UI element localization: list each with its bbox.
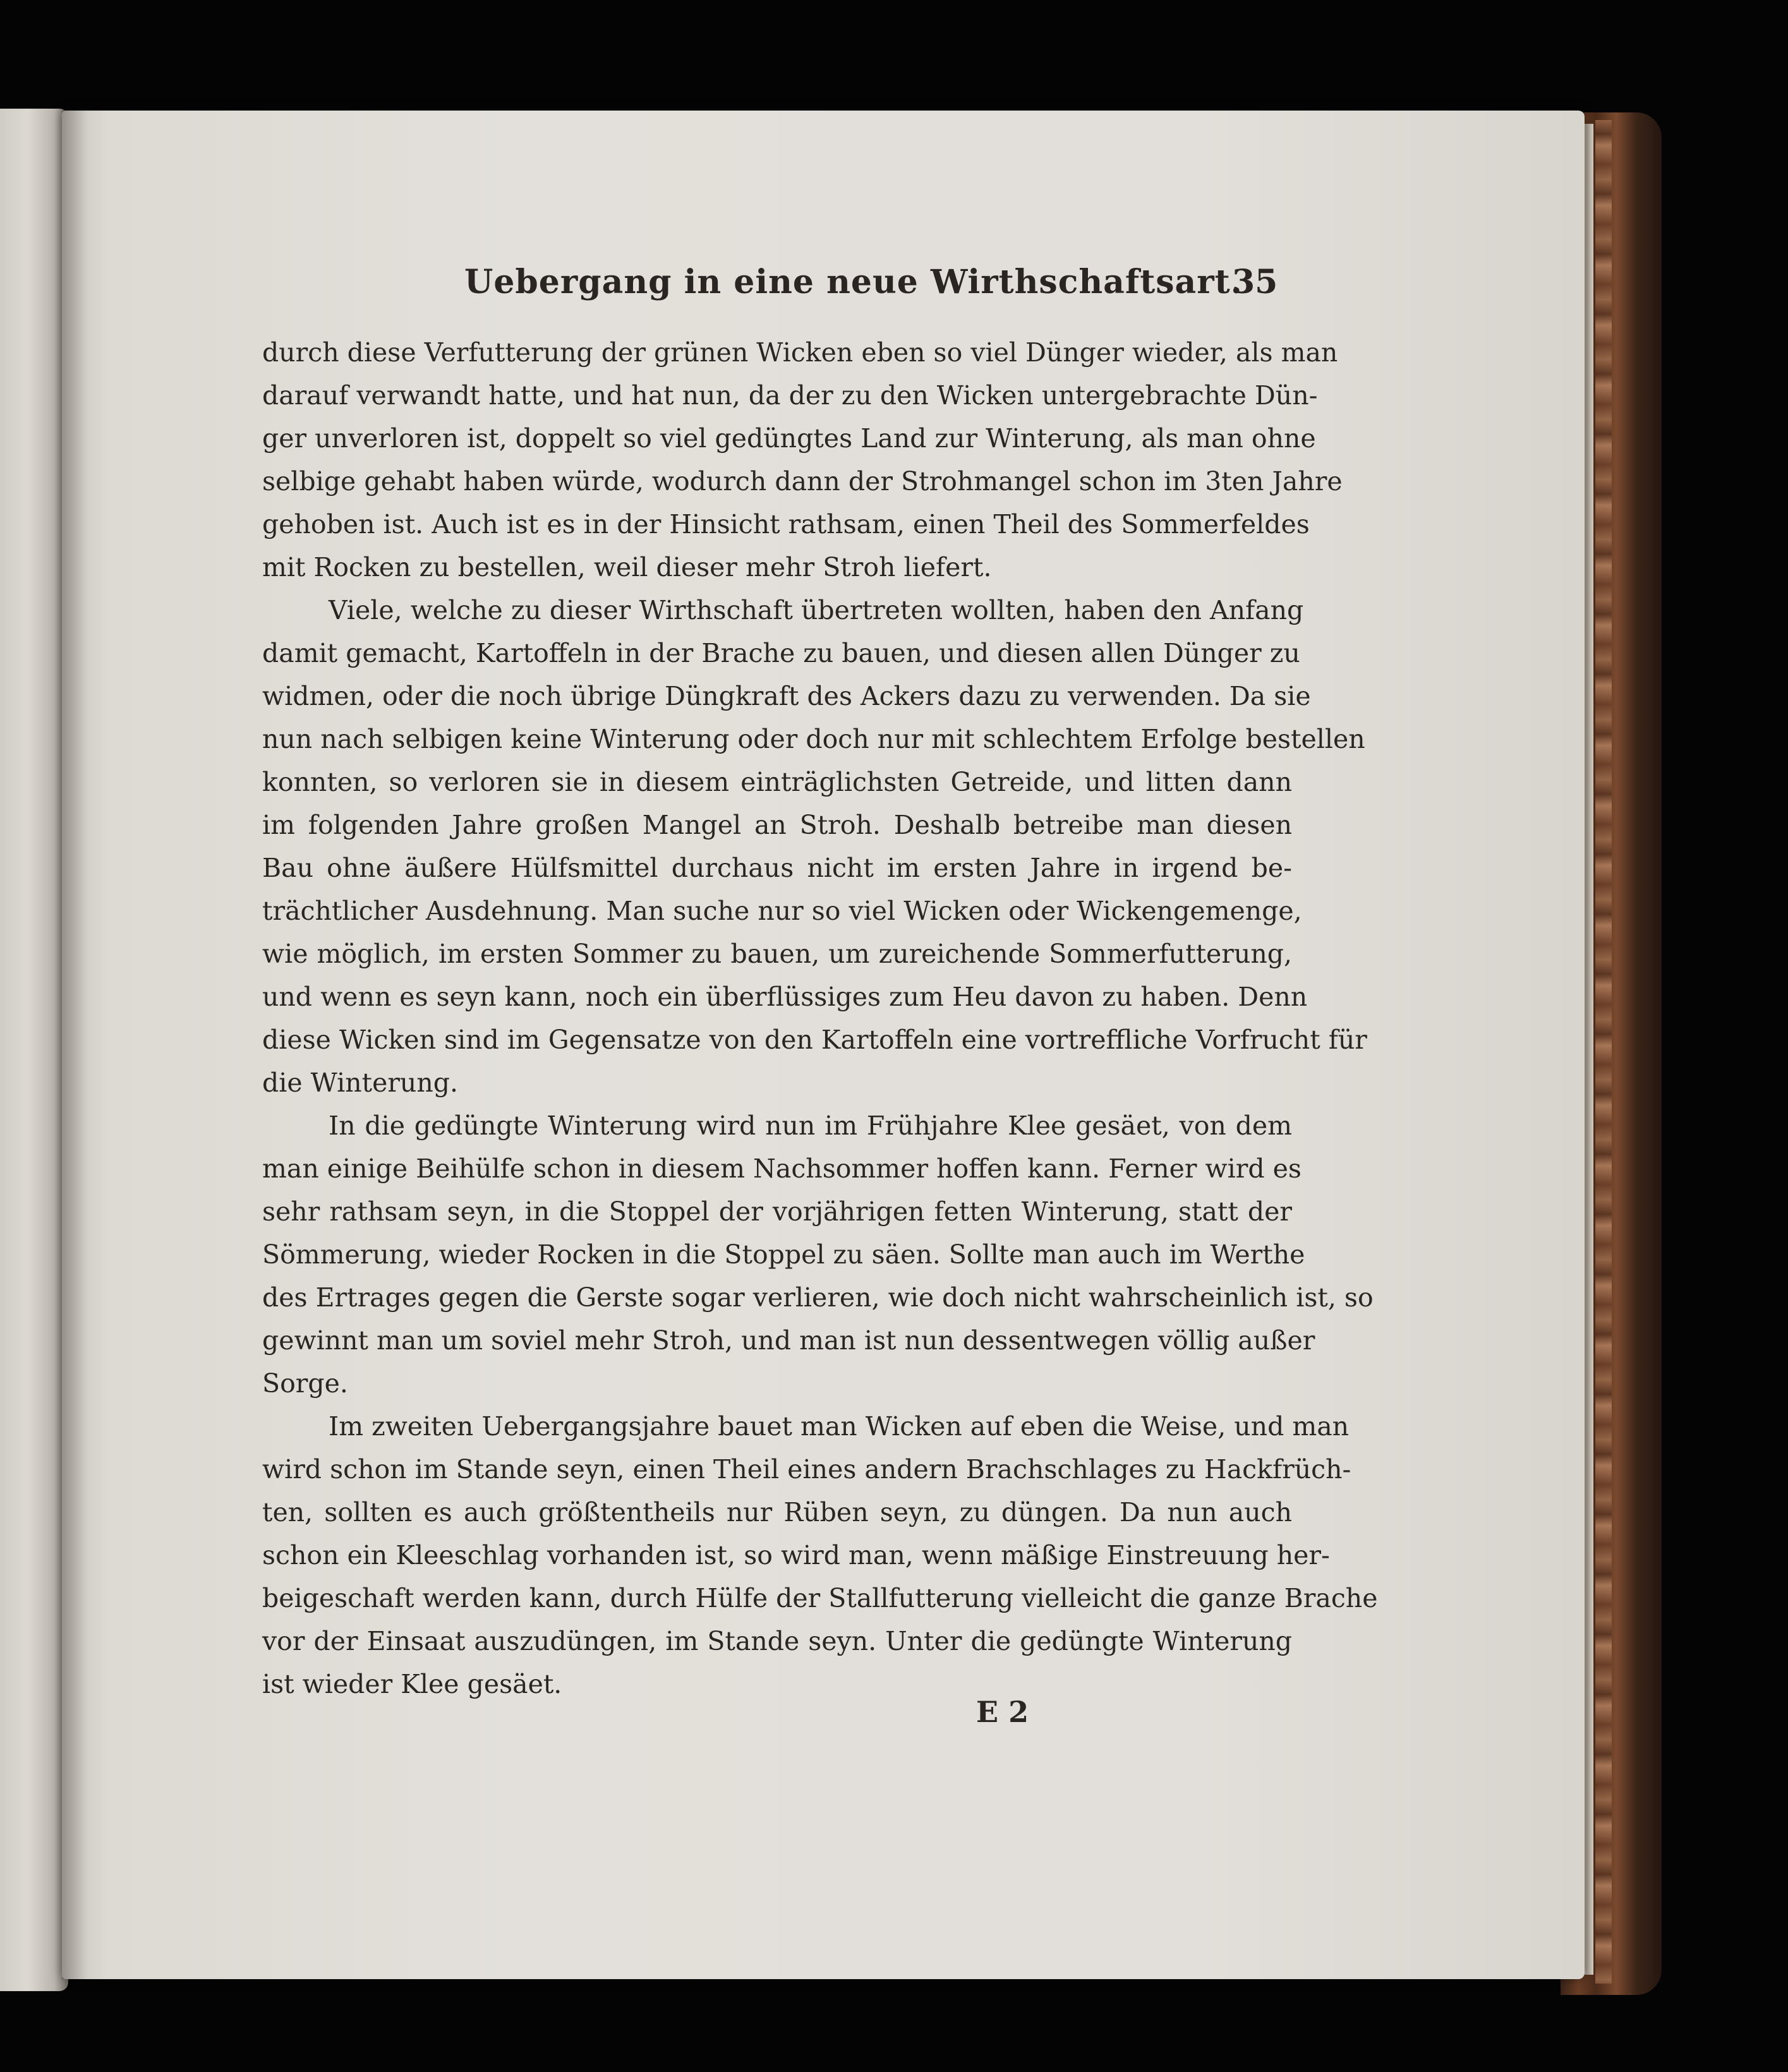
text-line: ist wieder Klee gesäet. [262, 1669, 562, 1699]
text-line: In die gedüngte Winterung wird nun im Frühjahre Klee gesäet, von dem [329, 1111, 1292, 1141]
text-line: sehr rathsam seyn, in die Stoppel der vorjährigen fetten Winterung, statt der [262, 1196, 1292, 1227]
text-line: vor der Einsaat auszudüngen, im Stande seyn. Unter die gedüngte Winterung [262, 1626, 1292, 1656]
text-line: Sorge. [262, 1368, 348, 1399]
text-line: konnten, so verloren sie in diesem einträglichsten Getreide, und litten dann [262, 767, 1292, 797]
text-line: beigeschaft werden kann, durch Hülfe der Stallfutterung vielleicht die ganze Brache [262, 1583, 1378, 1613]
text-line: trächtlicher Ausdehnung. Man suche nur so viel Wicken oder Wickengemenge, [262, 896, 1302, 926]
gutter-shadow [62, 111, 87, 1979]
text-line: schon ein Kleeschlag vorhanden ist, so wird man, wenn mäßige Einstreuung her- [262, 1540, 1330, 1570]
text-line: gehoben ist. Auch ist es in der Hinsicht rathsam, einen Theil des Sommerfeldes [262, 509, 1310, 539]
text-line: und wenn es seyn kann, noch ein überflüssiges zum Heu davon zu haben. Denn [262, 982, 1308, 1012]
text-line: ten, sollten es auch größtentheils nur Rüben seyn, zu düngen. Da nun auch [262, 1497, 1292, 1527]
signature-mark: E 2 [976, 1695, 1029, 1729]
text-line: ger unverloren ist, doppelt so viel gedüngtes Land zur Winterung, als man ohne [262, 423, 1316, 454]
page-number: 35 [1232, 263, 1278, 301]
text-line: Viele, welche zu dieser Wirthschaft übertreten wollten, haben den Anfang [329, 595, 1304, 625]
text-line: wie möglich, im ersten Sommer zu bauen, um zureichende Sommerfutterung, [262, 939, 1292, 969]
text-line: Sömmerung, wieder Rocken in die Stoppel zu säen. Sollte man auch im Werthe [262, 1239, 1305, 1270]
text-line: gewinnt man um soviel mehr Stroh, und man ist nun dessentwegen völlig außer [262, 1325, 1315, 1356]
text-line: Im zweiten Uebergangsjahre bauet man Wicken auf eben die Weise, und man [329, 1411, 1350, 1442]
running-header: Uebergang in eine neue Wirthschaftsart. [464, 263, 1243, 301]
text-line: im folgenden Jahre großen Mangel an Stroh. Deshalb betreibe man diesen [262, 810, 1292, 840]
text-line: mit Rocken zu bestellen, weil dieser mehr Stroh liefert. [262, 552, 992, 582]
text-line: diese Wicken sind im Gegensatze von den Kartoffeln eine vortreffliche Vorfrucht für [262, 1025, 1367, 1055]
text-line: widmen, oder die noch übrige Düngkraft des Ackers dazu zu verwenden. Da sie [262, 681, 1311, 711]
text-line: wird schon im Stande seyn, einen Theil eines andern Brachschlages zu Hackfrüch- [262, 1454, 1351, 1485]
text-line: man einige Beihülfe schon in diesem Nachsommer hoffen kann. Ferner wird es [262, 1153, 1302, 1184]
previous-page-edge [0, 109, 68, 1991]
text-line: durch diese Verfutterung der grünen Wicken eben so viel Dünger wieder, als man [262, 337, 1338, 368]
text-line: Bau ohne äußere Hülfsmittel durchaus nicht im ersten Jahre in irgend be- [262, 853, 1292, 883]
text-line: selbige gehabt haben würde, wodurch dann der Strohmangel schon im 3ten Jahre [262, 466, 1343, 497]
text-line: damit gemacht, Kartoffeln in der Brache zu bauen, und diesen allen Dünger zu [262, 638, 1300, 668]
text-line: des Ertrages gegen die Gerste sogar verlieren, wie doch nicht wahrscheinlich ist, so [262, 1282, 1374, 1313]
text-line: nun nach selbigen keine Winterung oder doch nur mit schlechtem Erfolge bestellen [262, 724, 1365, 754]
marbled-cover-edge [1595, 120, 1612, 1984]
text-line: die Winterung. [262, 1068, 459, 1098]
text-line: darauf verwandt hatte, und hat nun, da der zu den Wicken untergebrachte Dün- [262, 380, 1318, 411]
